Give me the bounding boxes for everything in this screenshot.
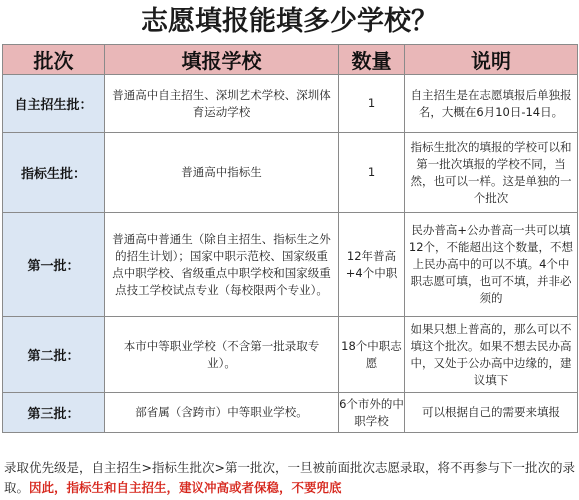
schools-cell: 部省属（含跨市）中等职业学校。 [105, 393, 339, 433]
batch-cell: 指标生批： [3, 133, 105, 213]
footer-note [4, 458, 576, 498]
count-cell: 6个市外的中职学校 [339, 393, 405, 433]
note-cell: 自主招生是在志愿填报后单独报名，大概在6月10日-14日。 [405, 75, 578, 133]
table-row [3, 75, 578, 133]
header-schools: 填报学校 [105, 45, 339, 75]
schools-cell: 本市中等职业学校（不含第一批录取专业）。 [105, 317, 339, 393]
schools-cell: 普通高中普通生（除自主招生、指标生之外的招生计划）；国家中职示范校、国家级重点中职学校、省级重点中职学校和国家级重点技工学校试点专业（每校限两个专业）。 [105, 213, 339, 317]
table-row [3, 213, 578, 317]
batch-cell: 第一批： [3, 213, 105, 317]
header-note: 说明 [405, 45, 578, 75]
admission-table [2, 44, 578, 433]
note-cell: 可以根据自己的需要来填报 [405, 393, 578, 433]
header-batch: 批次 [3, 45, 105, 75]
note-cell: 指标生批次的填报的学校可以和第一批次填报的学校不同，当然，也可以一样。这是单独的一个批次 [405, 133, 578, 213]
footer-warning: 因此，指标生和自主招生，建议冲高或者保稳，不要兜底 [29, 480, 342, 495]
schools-cell: 普通高中自主招生、深圳艺术学校、深圳体育运动学校 [105, 75, 339, 133]
batch-cell: 自主招生批： [3, 75, 105, 133]
count-cell: 12年普高+4个中职 [339, 213, 405, 317]
table-row [3, 393, 578, 433]
table-row [3, 317, 578, 393]
batch-cell: 第二批： [3, 317, 105, 393]
note-cell: 民办普高+公办普高一共可以填12个，不能超出这个数量，不想上民办高中的可以不填。4个中职志愿可填，也可不填，并非必须的 [405, 213, 578, 317]
count-cell: 1 [339, 133, 405, 213]
note-cell: 如果只想上普高的，那么可以不填这个批次。如果不想去民办高中，又处于公办高中边缘的，建议填下 [405, 317, 578, 393]
schools-cell: 普通高中指标生 [105, 133, 339, 213]
batch-cell: 第三批： [3, 393, 105, 433]
page-title: 志愿填报能填多少学校？ [141, 6, 438, 37]
header-count: 数量 [339, 45, 405, 75]
table-header-row [3, 45, 578, 75]
footer-text: 录取优先级是，自主招生>指标生批次>第一批次，一旦被前面批次志愿录取，将不再参与下一批次的录取。 [4, 460, 575, 495]
count-cell: 18个中职志愿 [339, 317, 405, 393]
count-cell: 1 [339, 75, 405, 133]
table-row [3, 133, 578, 213]
